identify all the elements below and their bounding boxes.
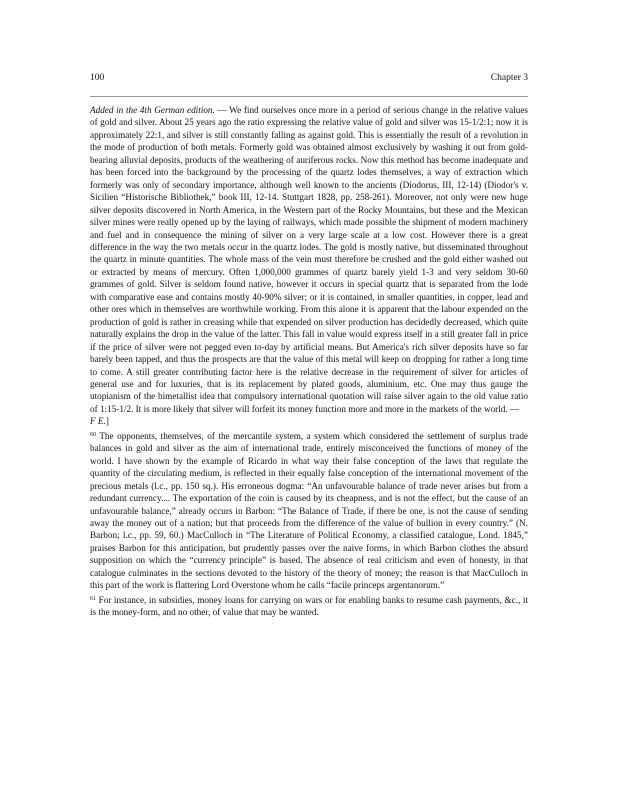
chapter-label: Chapter 3 bbox=[490, 73, 528, 83]
page-number: 100 bbox=[90, 73, 105, 83]
footnote-60 bbox=[90, 430, 528, 592]
editor-signature: F E. bbox=[90, 416, 106, 427]
footnote-number: 60 bbox=[90, 431, 96, 438]
footnote-text: The opponents, themselves, of the mercantile system, a system which considered the settlement of surplus trade balances in gold and silver as the aim of international trade, entirely misconceived the functions of money of the world. I have shown by the example of Ricardo in what way their false conception of the laws that regulate the quantity of the circulating medium, is reflected in their equally false conception of the international movement of the precious metals (l.c., pp. 150 sq.). His erroneous dogma: “An unfavourable balance of trade never arises but from a redundant currency.... The exportation of the coin is caused by its cheapness, and is not the effect, but the cause of an unfavourable balance,” already occurs in Barbon: “The Balance of Trade, if there be one, is not the cause of sending away the money out of a nation; but that proceeds from the difference of the value of bullion in every country.” (N. Barbon; l.c., pp. 59, 60.) MacCulloch in “The Literature of Political Economy, a classified catalogue, Lond. 1845,” praises Barbon for this anticipation, but prudently passes over the naive forms, in which Barbon clothes the absurd supposition on which the “currency principle” is based. The absence of real criticism and even of honesty, in that catalogue culminates in the sections devoted to the history of the theory of money; the reason is that MacCulloch in this part of the work is flattering Lord Overstone whom he calls “facile princeps argentanorum.” bbox=[90, 430, 528, 591]
header-rule bbox=[90, 96, 528, 97]
page-header bbox=[90, 73, 528, 87]
page-body bbox=[90, 104, 528, 619]
footnote-text: For instance, in subsidies, money loans for carrying on wars or for enabling banks to resume cash payments, &c., it is the money-form, and no other, of value that may be wanted. bbox=[90, 594, 528, 618]
footnote-number: 61 bbox=[90, 595, 96, 602]
editor-note bbox=[90, 104, 528, 428]
editor-note-text: — We find ourselves once more in a period of serious change in the relative values of gold and silver. About 25 years ago the ratio expressing the relative value of gold and silver was 15-1/2:1; now it is approximately 22:1, and silver is still constantly falling as against gold. This is essentially the result of a revolution in the mode of production of both metals. Formerly gold was obtained almost exclusively by washing it out from gold-bearing alluvial deposits, products of the weathering of auriferous rocks. Now this method has become inadequate and has been forced into the background by the processing of the quartz lodes themselves, a way of extraction which formerly was only of secondary importance, although well known to the ancients (Diodorus, III, 12-14) (Diodor's v. Sicilien “Historische Bibliothek,” book III, 12-14. Stuttgart 1828, pp. 258-261). Moreover, not only were new huge silver deposits discovered in North America, in the Western part of the Rocky Mountains, but these and the Mexican silver mines were really opened up by the laying of railways, which made possible the shipment of modern machinery and fuel and in consequence the mining of silver on a very large scale at a low cost. However there is a great difference in the way the two metals occur in the quartz lodes. The gold is mostly native, but disseminated throughout the quartz in minute quantities. The whole mass of the vein must therefore be crushed and the gold either washed out or extracted by means of mercury. Often 1,000,000 grammes of quartz barely yield 1-3 and very seldom 30-60 grammes of gold. Silver is seldom found native, however it occurs in special quartz that is separated from the lode with comparative ease and contains mostly 40-90% silver; or it is contained, in smaller quantities, in copper, lead and other ores which in themselves are worthwhile working. From this alone it is apparent that the labour expended on the production of gold is rather in creasing while that expended on silver production has decidedly decreased, which quite naturally explains the drop in the value of the latter. This fall in value would express itself in a still greater fall in price if the price of silver were not pegged even to-day by artificial means. But America's rich silver deposits have so far barely been tapped, and thus the prospects are that the value of this metal will keep on dropping for rather a long time to come. A still greater contributing factor here is the relative decrease in the requirement of silver for articles of general use and for luxuries, that is its replacement by plated goods, aluminium, etc. One may thus gauge the utopianism of the bimetallist idea that compulsory international quotation will raise silver again to the old value ratio of 1:15-1/2. It is more likely that silver will forfeit its money function more and more in the markets of the world. — bbox=[90, 105, 528, 414]
editor-note-close: ] bbox=[105, 416, 109, 427]
editor-note-intro: Added in the 4th German edition. bbox=[90, 105, 215, 115]
footnote-61 bbox=[90, 594, 528, 619]
